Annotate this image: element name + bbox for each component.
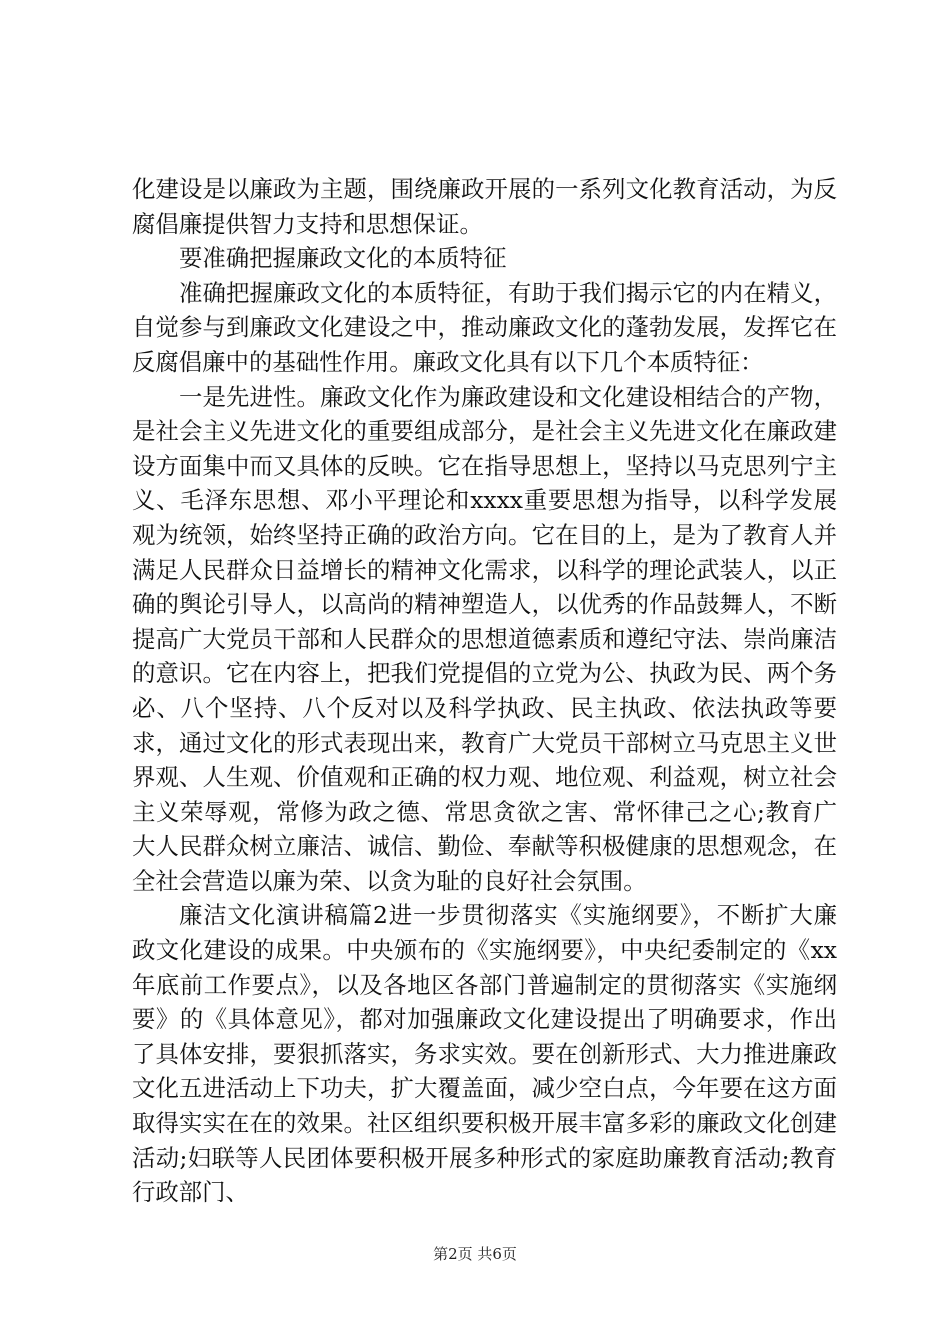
paragraph-5: 廉洁文化演讲稿篇2进一步贯彻落实《实施纲要》，不断扩大廉政文化建设的成果。中央颁布的《实施纲要》，中央纪委制定的《xx年底前工作要点》，以及各地区各部门普遍制定的贯彻落实《实施纲要》的《具体意见》，都对加强廉政文化建设提出了明确要求，作出了具体安排，要狠抓落实，务求实效。要在创新形式、大力推进廉政文化五进活动上下功夫，扩大覆盖面，减少空白点，今年要在这方面取得实实在在的效果。社区组织要积极开展丰富多彩的廉政文化创建活动;妇联等人民团体要积极开展多种形式的家庭助廉教育活动;教育行政部门、 bbox=[132, 901, 837, 1207]
paragraph-4: 一是先进性。廉政文化作为廉政建设和文化建设相结合的产物，是社会主义先进文化的重要组成部分，是社会主义先进文化在廉政建设方面集中而又具体的反映。它在指导思想上，坚持以马克思列宁主义、毛泽东思想、邓小平理论和xxxx重要思想为指导，以科学发展观为统领，始终坚持正确的政治方向。它在目的上，是为了教育人并满足人民群众日益增长的精神文化需求，以科学的理论武装人，以正确的舆论引导人，以高尚的精神塑造人，以优秀的作品鼓舞人，不断提高广大党员干部和人民群众的思想道德素质和遵纪守法、崇尚廉洁的意识。它在内容上，把我们党提倡的立党为公、执政为民、两个务必、八个坚持、八个反对以及科学执政、民主执政、依法执政等要求，通过文化的形式表现出来，教育广大党员干部树立马克思主义世界观、人生观、价值观和正确的权力观、地位观、利益观，树立社会主义荣辱观，常修为政之德、常思贪欲之害、常怀律己之心;教育广大人民群众树立廉洁、诚信、勤俭、奉献等积极健康的思想观念，在全社会营造以廉为荣、以贪为耻的良好社会氛围。 bbox=[132, 382, 837, 895]
paragraph-heading: 要准确把握廉政文化的本质特征 bbox=[179, 244, 507, 273]
document-body bbox=[132, 172, 837, 1210]
paragraph-1: 化建设是以廉政为主题，围绕廉政开展的一系列文化教育活动，为反腐倡廉提供智力支持和思想保证。 bbox=[132, 175, 837, 238]
paragraph-3: 准确把握廉政文化的本质特征，有助于我们揭示它的内在精义，自觉参与到廉政文化建设之中，推动廉政文化的蓬勃发展，发挥它在反腐倡廉中的基础性作用。廉政文化具有以下几个本质特征： bbox=[132, 278, 837, 376]
page-number-footer: 第2页 共6页 bbox=[433, 1245, 517, 1263]
